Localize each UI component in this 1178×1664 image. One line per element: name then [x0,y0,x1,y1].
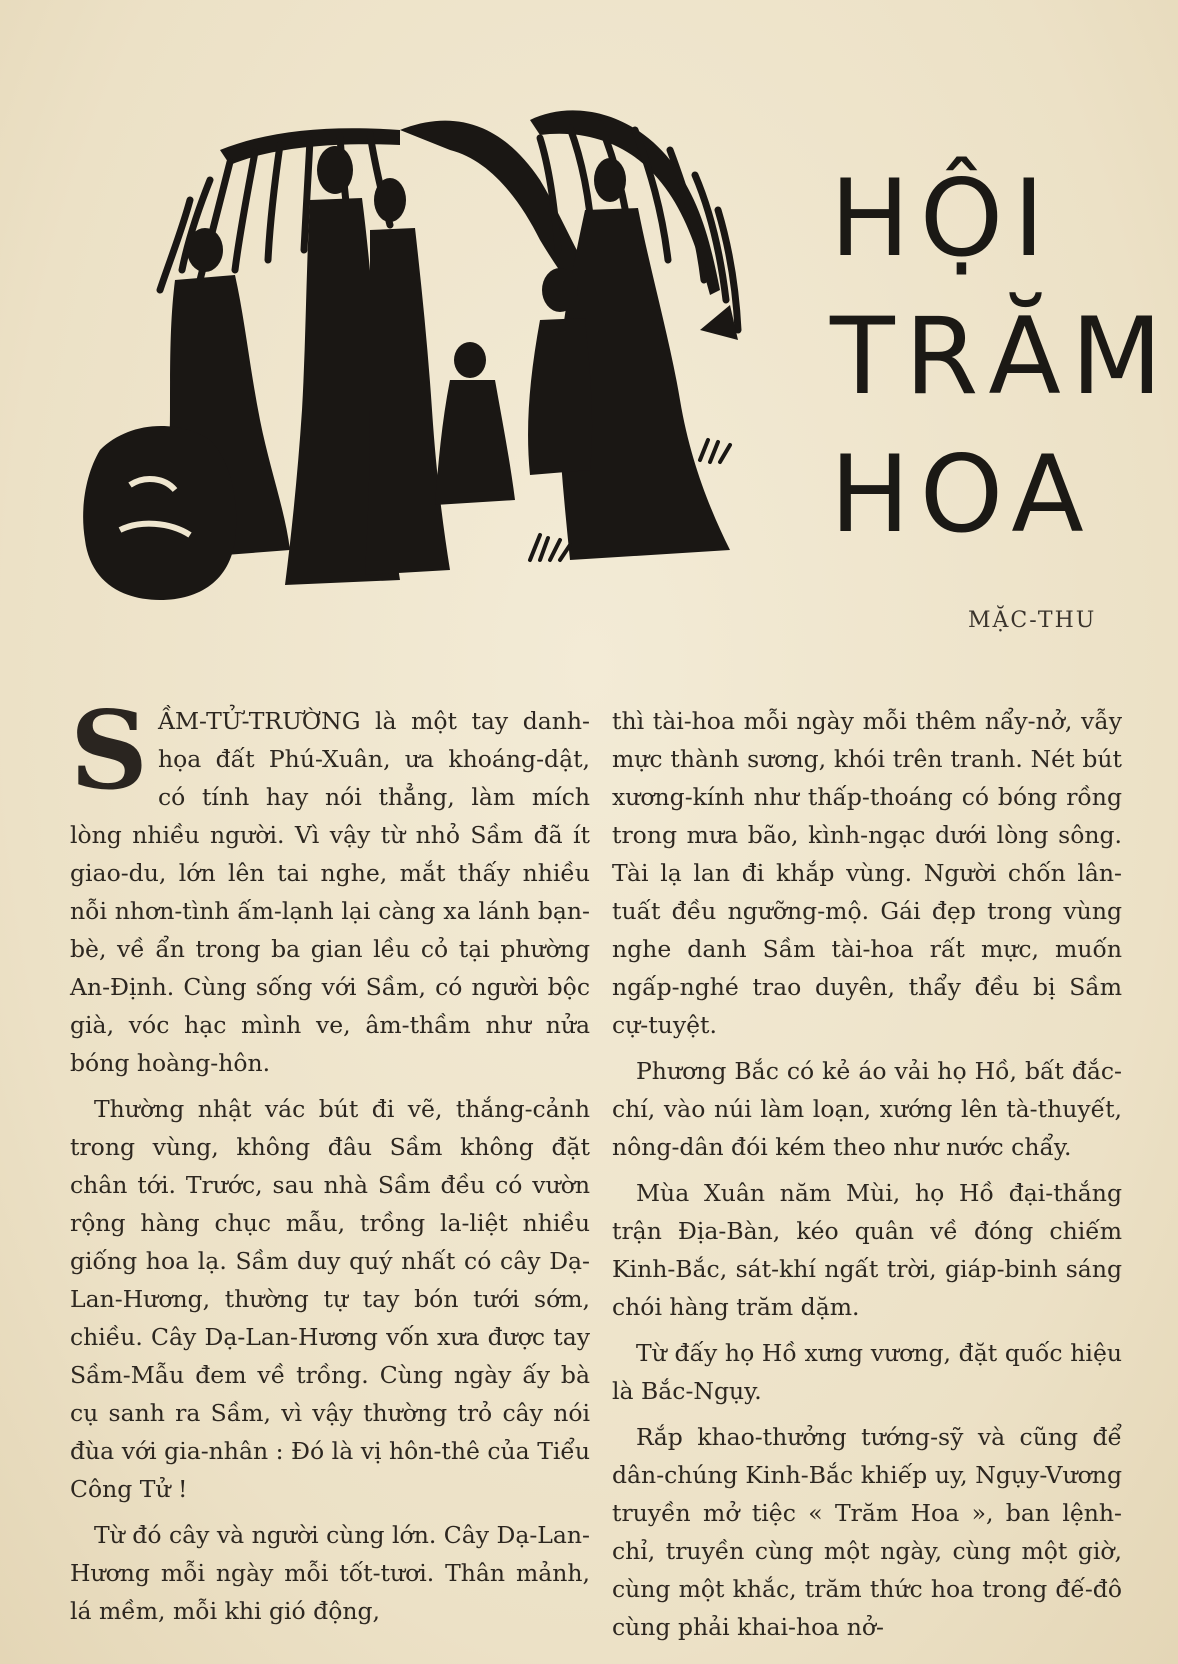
paragraph: Rắp khao-thưởng tướng-sỹ và cũng để dân-chúng Kinh-Bắc khiếp uy, Ngụy-Vương truyền mở tiệc « Trăm Hoa », ban lệnh-chỉ, truyền cùng một ngày, cùng một giờ, cùng một khắc, trăm thức hoa trong đế-đô cùng phải khai-hoa nở- [612,1423,1122,1641]
willow-figures-illustration [70,90,790,650]
paragraph: Thường nhật vác bút đi vẽ, thắng-cảnh trong vùng, không đâu Sầm không đặt chân tới. Trước, sau nhà Sầm đều có vườn rộng hàng chục mẫu, trồng la-liệt nhiều giống hoa lạ. Sầm duy quý nhất có cây Dạ-Lan-Hương, thường tự tay bón tưới sớm, chiều. Cây Dạ-Lan-Hương vốn xưa được tay Sầm-Mẫu đem về trồng. Cùng ngày ấy bà cụ sanh ra Sầm, vì vậy thường trỏ cây nói đùa với gia-nhân : Đó là vị hôn-thê của Tiểu Công Tử ! [70,1095,590,1503]
paragraph-text: ẦM-TỬ-TRƯỜNG là một tay danh-họa đất Phú-Xuân, ưa khoáng-dật, có tính hay nói thẳng, làm mích lòng nhiều người. Vì vậy từ nhỏ Sầm đã ít giao-du, lớn lên tai nghe, mắt thấy nhiều nỗi nhơn-tình ấm-lạnh lại càng xa lánh bạn-bè, về ẩn trong ba gian lều cỏ tại phường An-Định. Cùng sống với Sầm, có người bộc già, vóc hạc mình ve, âm-thầm như nửa bóng hoàng-hôn. [70,707,590,1077]
drop-cap: S [70,688,148,814]
paragraph: Phương Bắc có kẻ áo vải họ Hồ, bất đắc-chí, vào núi làm loạn, xướng lên tà-thuyết, nông-dân đói kém theo như nước chẩy. [612,1057,1122,1161]
text-column-left [70,688,590,1638]
paragraph: thì tài-hoa mỗi ngày mỗi thêm nẩy-nở, vẫy mực thành sương, khói trên tranh. Nét bút xương-kính như thấp-thoáng có bóng rồng trong mưa bão, kình-ngạc dưới lòng sông. Tài lạ lan đi khắp vùng. Người chốn lân-tuất đều ngưỡng-mộ. Gái đẹp trong vùng nghe danh Sầm tài-hoa rất mực, muốn ngấp-nghé trao duyên, thẩy đều bị Sầm cự-tuyệt. [612,707,1122,1039]
title-line-2: TRĂM [830,295,1173,418]
paragraph: Từ đó cây và người cùng lớn. Cây Dạ-Lan-Hương mỗi ngày mỗi tốt-tươi. Thân mảnh, lá mềm, mỗi khi gió động, [70,1521,590,1625]
paragraph [70,688,590,1082]
title-line-1: HỘI [830,157,1055,280]
article-title [830,150,1173,564]
author-byline: MẶC-THU [968,608,1097,633]
title-line-3: HOA [830,433,1094,556]
paragraph: Từ đấy họ Hồ xưng vương, đặt quốc hiệu là Bắc-Ngụy. [612,1339,1122,1405]
paragraph: Mùa Xuân năm Mùi, họ Hồ đại-thắng trận Địa-Bàn, kéo quân về đóng chiếm Kinh-Bắc, sát-khí ngất trời, giáp-binh sáng chói hàng trăm dặm. [612,1179,1122,1321]
text-column-right [612,702,1122,1654]
